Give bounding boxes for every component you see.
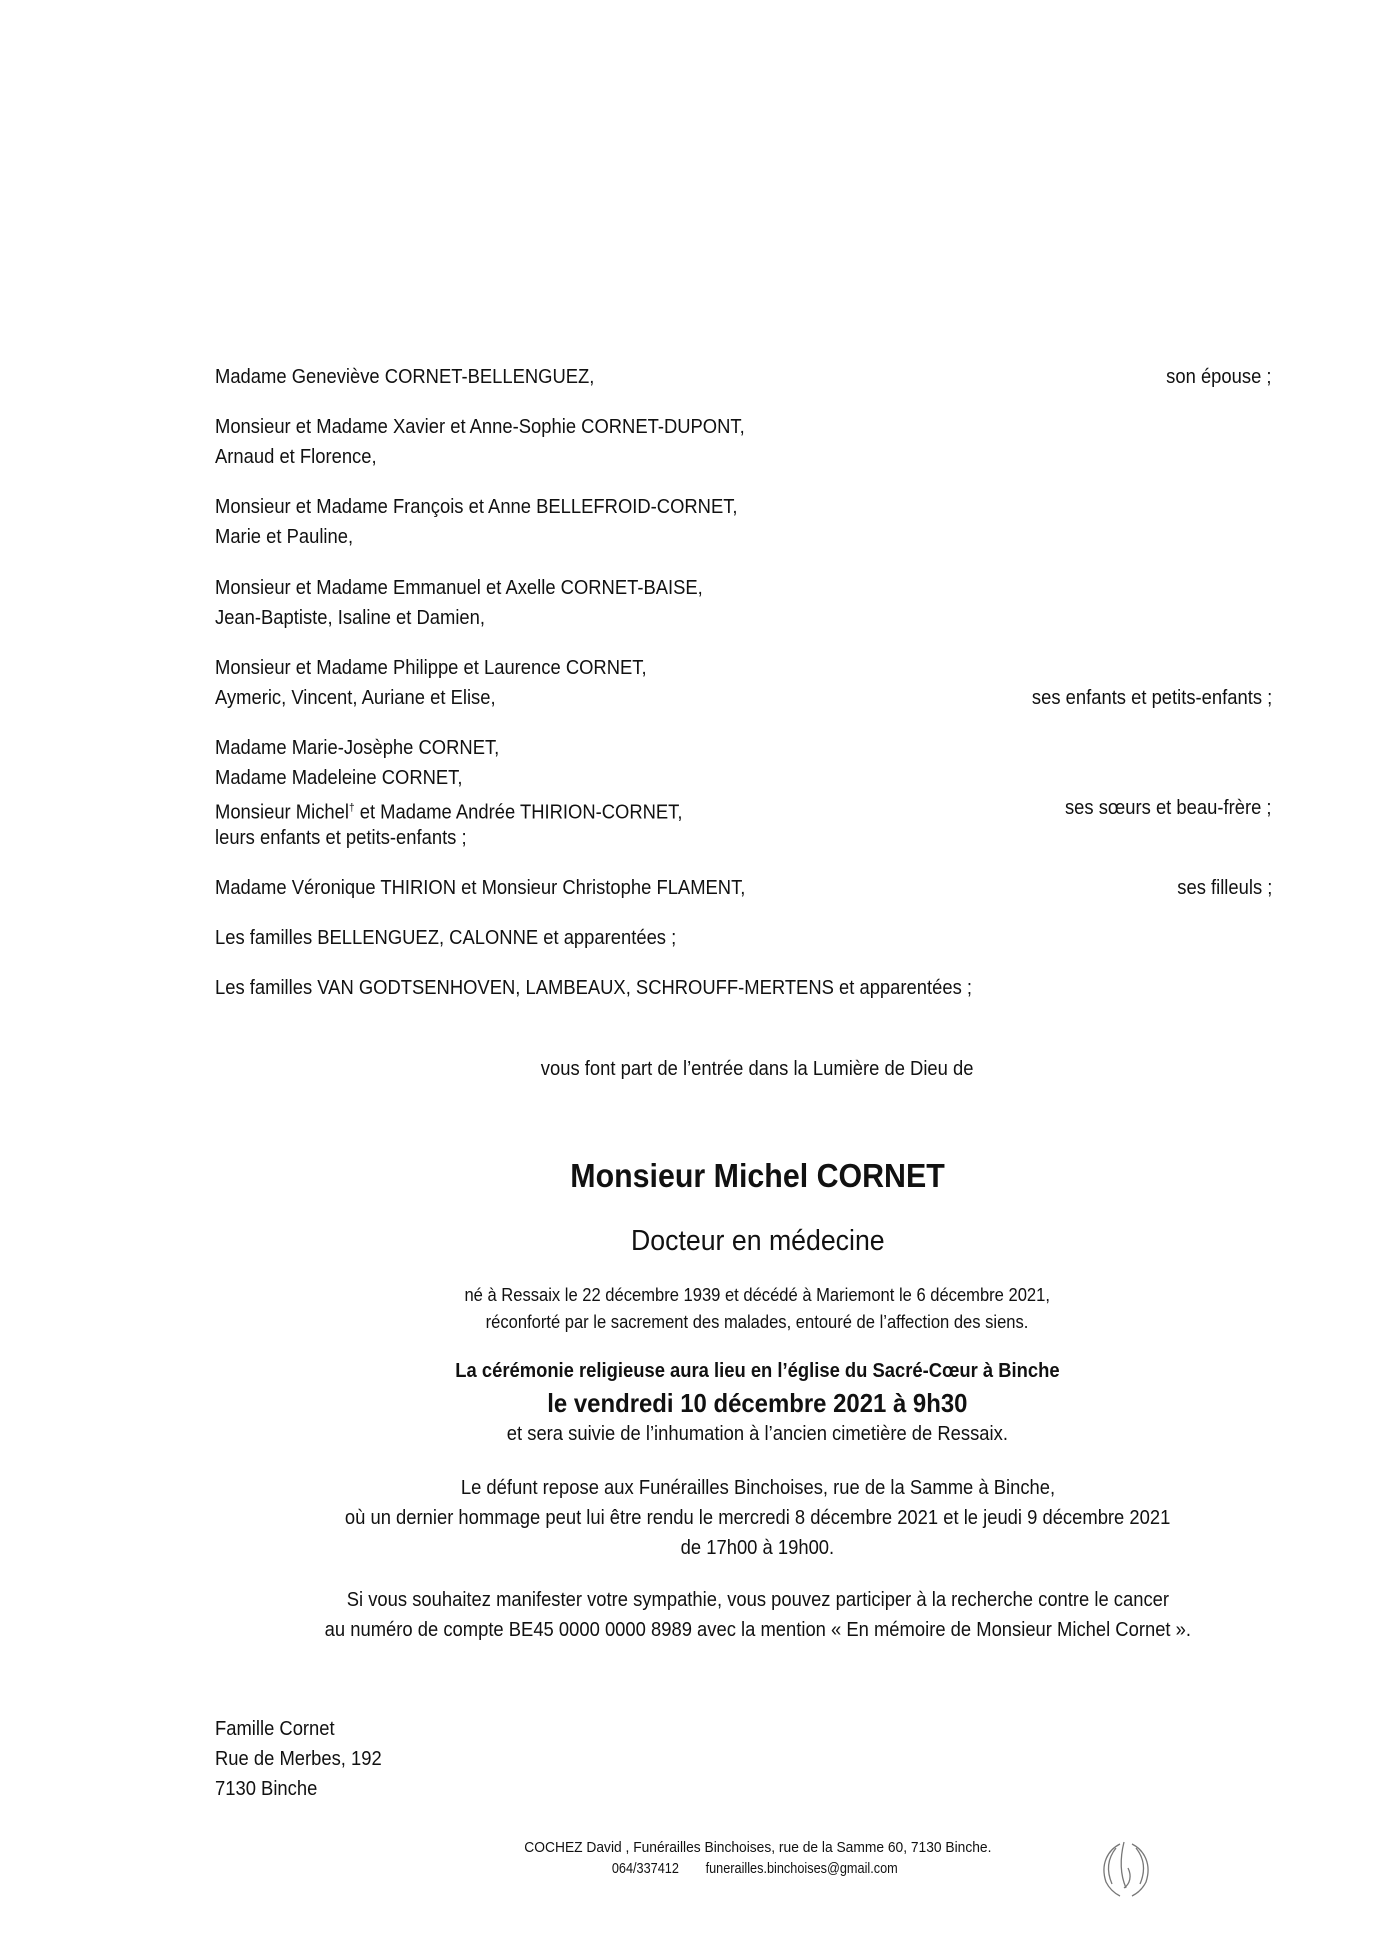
rest-line: de 17h00 à 19h00. [680, 1537, 835, 1559]
name-part: et Madame Andrée THIRION-CORNET, [359, 801, 683, 824]
deceased-title: Docteur en médecine [630, 1225, 885, 1257]
dagger-mark: † [348, 802, 355, 814]
family-line: Monsieur et Madame Philippe et Laurence CORNET, [215, 657, 647, 679]
family-line: Arnaud et Florence, [215, 446, 377, 468]
family-line: leurs enfants et petits-enfants ; [215, 827, 467, 849]
family-line: Monsieur et Madame Emmanuel et Axelle CORNET-BAISE, [215, 577, 703, 599]
family-line [215, 796, 683, 825]
ceremony-burial: et sera suivie de l’inhumation à l’ancien cimetière de Ressaix. [506, 1423, 1009, 1445]
announcement: vous font part de l’entrée dans la Lumière de Dieu de [541, 1058, 974, 1080]
donation-line: Si vous souhaitez manifester votre sympathie, vous pouvez participer à la recherche contre le cancer [346, 1589, 1169, 1611]
footer-phone: 064/337412 [611, 1860, 679, 1877]
relation-label: son épouse ; [1166, 366, 1272, 388]
address-line: Famille Cornet [215, 1718, 335, 1740]
family-line: Marie et Pauline, [215, 526, 354, 548]
family-line: Jean-Baptiste, Isaline et Damien, [215, 607, 486, 629]
birth-death-line: réconforté par le sacrement des malades, entouré de l’affection des siens. [486, 1312, 1029, 1332]
deceased-name: Monsieur Michel CORNET [570, 1157, 945, 1194]
relation-label: ses enfants et petits-enfants ; [1031, 687, 1272, 709]
donation-line: au numéro de compte BE45 0000 0000 8989 avec la mention « En mémoire de Monsieur Michel Cornet ». [324, 1619, 1191, 1641]
family-line: Monsieur et Madame François et Anne BELLEFROID-CORNET, [215, 496, 738, 518]
family-line: Madame Geneviève CORNET-BELLENGUEZ, [215, 366, 595, 388]
wings-logo-icon [1090, 1838, 1162, 1898]
family-line: Les familles BELLENGUEZ, CALONNE et apparentées ; [215, 927, 677, 949]
birth-death-line: né à Ressaix le 22 décembre 1939 et décédé à Mariemont le 6 décembre 2021, [464, 1285, 1051, 1305]
address-line: 7130 Binche [215, 1778, 318, 1800]
footer-line: COCHEZ David , Funérailles Binchoises, rue de la Samme 60, 7130 Binche. [523, 1839, 992, 1856]
family-line: Madame Véronique THIRION et Monsieur Christophe FLAMENT, [215, 877, 746, 899]
relation-label: ses filleuls ; [1176, 877, 1272, 899]
family-line: Monsieur et Madame Xavier et Anne-Sophie CORNET-DUPONT, [215, 416, 745, 438]
footer-email: funerailles.binchoises@gmail.com [705, 1860, 898, 1877]
family-line: Madame Marie-Josèphe CORNET, [215, 737, 500, 759]
family-line: Madame Madeleine CORNET, [215, 767, 463, 789]
family-line: Les familles VAN GODTSENHOVEN, LAMBEAUX, SCHROUFF-MERTENS et apparentées ; [215, 977, 972, 999]
footer-contact [0, 1860, 1378, 1878]
rest-line: où un dernier hommage peut lui être rendu le mercredi 8 décembre 2021 et le jeudi 9 décembre 2021 [344, 1507, 1171, 1529]
address-line: Rue de Merbes, 192 [215, 1748, 382, 1770]
family-line: Aymeric, Vincent, Auriane et Elise, [215, 687, 496, 709]
ceremony-place: La cérémonie religieuse aura lieu en l’église du Sacré-Cœur à Binche [455, 1360, 1060, 1382]
ceremony-date: le vendredi 10 décembre 2021 à 9h30 [547, 1388, 968, 1418]
name-part: Monsieur Michel [215, 801, 349, 824]
relation-label: ses sœurs et beau-frère ; [1065, 797, 1272, 819]
rest-line: Le défunt repose aux Funérailles Binchoises, rue de la Samme à Binche, [460, 1477, 1055, 1499]
